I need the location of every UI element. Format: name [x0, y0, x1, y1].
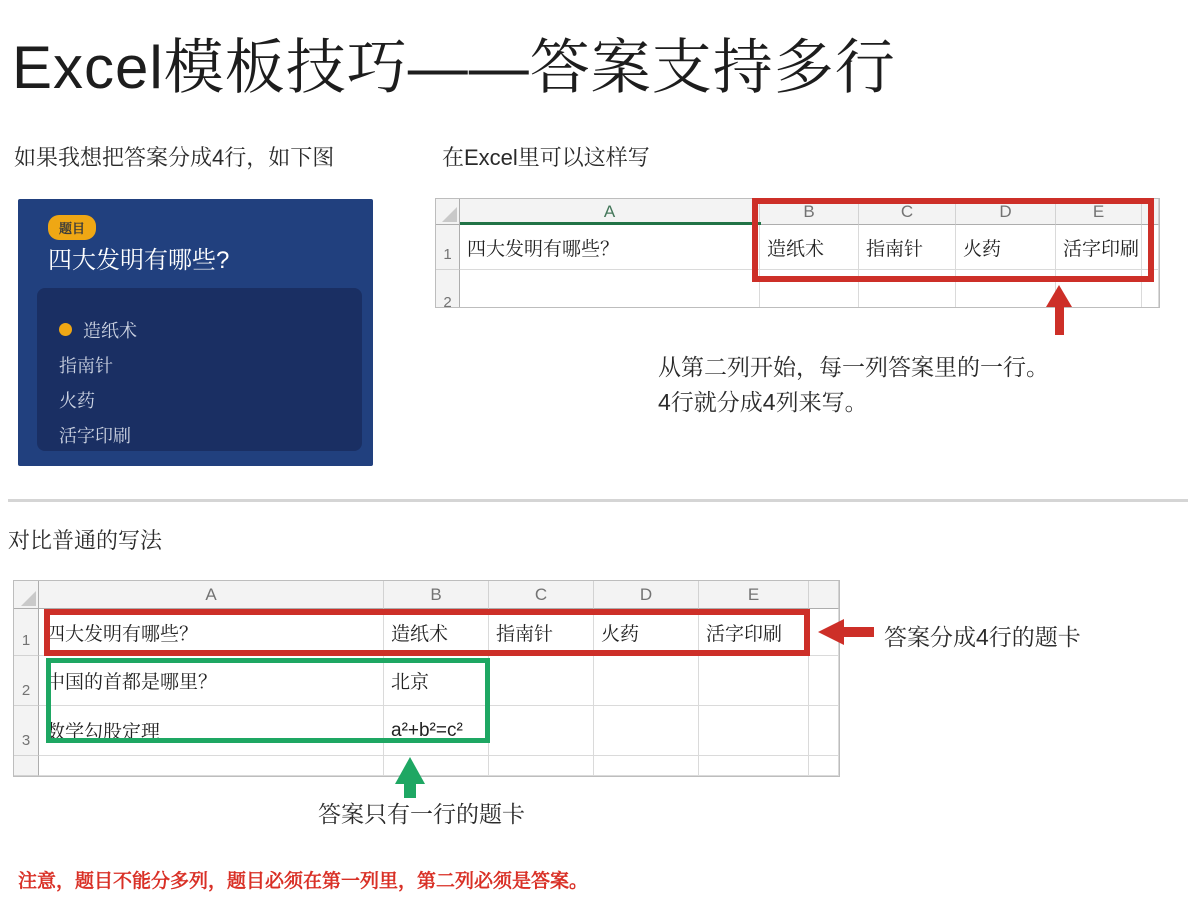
row-number	[14, 756, 39, 776]
green-highlight-box	[46, 658, 490, 743]
cell-b1: 造纸术	[760, 225, 859, 270]
green-arrow-caption: 答案只有一行的题卡	[318, 801, 525, 827]
annotation-line: 4行就分成4列来写。	[658, 389, 868, 415]
cell-e2	[699, 656, 809, 706]
flashcard-preview	[18, 199, 373, 466]
cell-e4	[699, 756, 809, 776]
cell-c3	[489, 706, 594, 756]
cell-c4	[489, 756, 594, 776]
row-number: 1	[14, 609, 39, 656]
row-number: 1	[436, 225, 460, 270]
red-arrow-up-shaft	[1055, 305, 1064, 335]
red-arrow-left-shaft	[843, 627, 874, 637]
corner-triangle-icon	[21, 591, 36, 606]
column-header-b: B	[760, 199, 859, 225]
column-header-a: A	[39, 581, 384, 609]
cell-a1: 四大发明有哪些？	[39, 609, 384, 656]
green-arrow-up-icon	[395, 757, 425, 784]
bullet-icon	[59, 323, 72, 336]
column-header-c: C	[859, 199, 956, 225]
caption-right: 在Excel里可以这样写	[442, 145, 650, 170]
column-header-a: A	[460, 199, 760, 225]
caption-left: 如果我想把答案分成4行，如下图	[14, 145, 335, 170]
question-text: 四大发明有哪些?	[48, 247, 230, 274]
red-arrow-left-icon	[818, 619, 844, 645]
annotation-line: 从第二列开始，每一列答案里的一行。	[658, 354, 1049, 380]
answer-label: 活字印刷	[59, 425, 131, 446]
cell-partial	[809, 706, 839, 756]
bottom-note: 注意，题目不能分多列，题目必须在第一列里，第二列必须是答案。	[18, 871, 589, 892]
select-all-corner	[14, 581, 39, 609]
red-arrow-caption: 答案分成4行的题卡	[884, 624, 1081, 650]
cell-d2	[594, 656, 699, 706]
cell-c1: 指南针	[859, 225, 956, 270]
column-header-d: D	[956, 199, 1056, 225]
answer-item	[59, 312, 340, 347]
cell-b3: a²+b²=c²	[384, 706, 489, 756]
answer-item	[59, 382, 340, 417]
answer-item	[59, 347, 340, 382]
column-header-partial	[809, 581, 839, 609]
cell-e1: 活字印刷	[1056, 225, 1142, 270]
cell-c2	[489, 656, 594, 706]
cell-a1: 四大发明有哪些？	[460, 225, 760, 270]
page-title: Excel模板技巧——答案支持多行	[12, 34, 896, 101]
cell-a4	[39, 756, 384, 776]
annotation-text	[658, 350, 1049, 420]
compare-section-label: 对比普通的写法	[8, 528, 163, 553]
answer-item	[59, 417, 340, 452]
cell-d3	[594, 706, 699, 756]
row-number: 2	[436, 270, 460, 308]
column-header-e: E	[1056, 199, 1142, 225]
selected-column-underline	[460, 222, 761, 225]
cell-d1: 火药	[594, 609, 699, 656]
row-number: 3	[14, 706, 39, 756]
cell-e3	[699, 706, 809, 756]
row-number: 2	[14, 656, 39, 706]
column-header-b: B	[384, 581, 489, 609]
cell-a2: 中国的首都是哪里？	[39, 656, 384, 706]
section-divider	[8, 499, 1188, 502]
answer-label: 火药	[59, 390, 95, 411]
answer-label: 造纸术	[83, 320, 137, 341]
cell-c1: 指南针	[489, 609, 594, 656]
cell-d4	[594, 756, 699, 776]
column-header-e: E	[699, 581, 809, 609]
red-arrow-up-icon	[1046, 285, 1072, 307]
question-badge: 题目	[48, 215, 96, 240]
cell-a2	[460, 270, 760, 308]
cell-d1: 火药	[956, 225, 1056, 270]
cell-b2: 北京	[384, 656, 489, 706]
cell-e1: 活字印刷	[699, 609, 809, 656]
column-header-c: C	[489, 581, 594, 609]
answer-label: 指南针	[59, 355, 113, 376]
column-header-d: D	[594, 581, 699, 609]
cell-b1: 造纸术	[384, 609, 489, 656]
corner-triangle-icon	[442, 207, 457, 222]
answer-panel	[37, 288, 362, 451]
cell-a3: 数学勾股定理	[39, 706, 384, 756]
cell-partial	[809, 656, 839, 706]
select-all-corner	[436, 199, 460, 225]
red-highlight-row-box	[44, 609, 810, 656]
red-highlight-columns-box	[752, 198, 1154, 282]
cell-partial	[809, 756, 839, 776]
